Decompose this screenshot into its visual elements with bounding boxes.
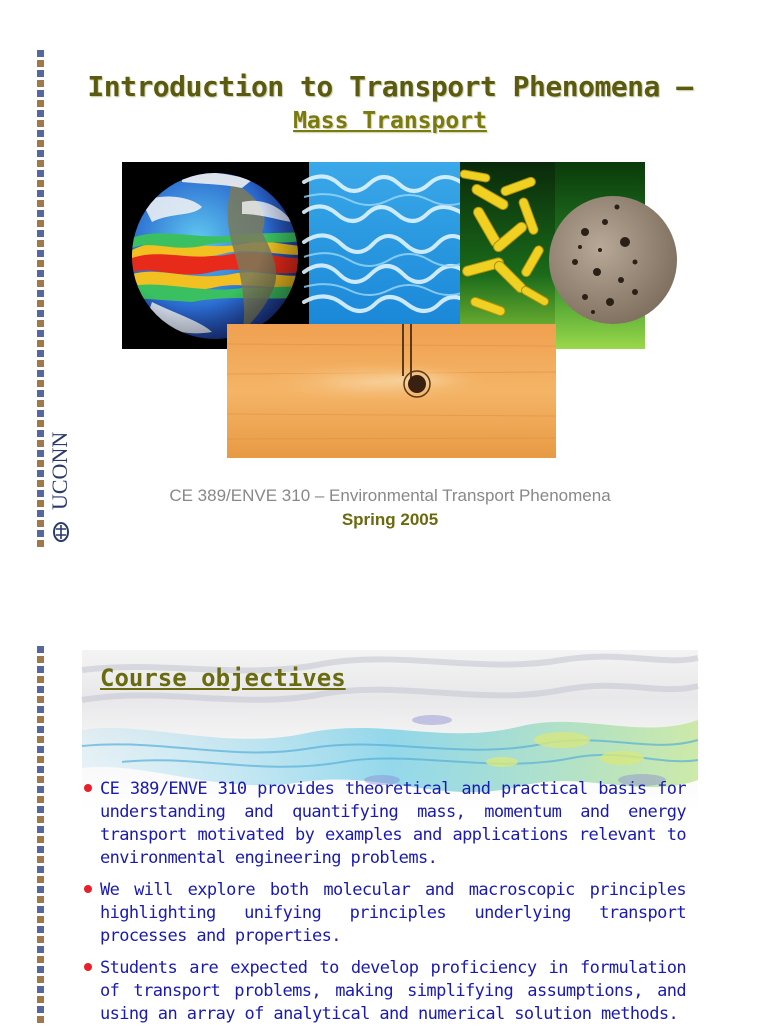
border-dot <box>37 50 44 57</box>
border-dot <box>37 410 44 417</box>
course-code-line: CE 389/ENVE 310 – Environmental Transport Phenomena <box>169 486 611 505</box>
decorative-dot-border <box>37 646 44 1026</box>
border-dot <box>37 540 44 547</box>
border-dot <box>37 686 44 693</box>
slide-title: Introduction to Transport Phenomena – <box>87 70 693 103</box>
border-dot <box>37 866 44 873</box>
border-dot <box>37 210 44 217</box>
list-item <box>82 778 686 870</box>
border-dot <box>37 250 44 257</box>
border-dot <box>37 160 44 167</box>
border-dot <box>37 1016 44 1023</box>
border-dot <box>37 170 44 177</box>
border-dot <box>37 746 44 753</box>
border-dot <box>37 280 44 287</box>
border-dot <box>37 896 44 903</box>
border-dot <box>37 340 44 347</box>
border-dot <box>37 180 44 187</box>
border-dot <box>37 320 44 327</box>
border-dot <box>37 816 44 823</box>
border-dot <box>37 360 44 367</box>
border-dot <box>37 846 44 853</box>
objectives-slide <box>0 628 768 1024</box>
border-dot <box>37 826 44 833</box>
border-dot <box>37 190 44 197</box>
border-dot <box>37 260 44 267</box>
border-dot <box>37 666 44 673</box>
uconn-logo-text: UCONN <box>47 431 72 510</box>
bullet-text: Students are expected to develop proficiency in formulation of transport problems, making simplifying assumptions, and using an array of analytical and numerical solution methods. <box>100 958 686 1024</box>
border-dot <box>37 530 44 537</box>
border-dot <box>37 460 44 467</box>
border-dot <box>37 440 44 447</box>
border-dot <box>37 936 44 943</box>
border-dot <box>37 946 44 953</box>
border-dot <box>37 836 44 843</box>
border-dot <box>37 756 44 763</box>
porous-media-image <box>555 162 645 349</box>
border-dot <box>37 270 44 277</box>
slide-subtitle: Mass Transport <box>293 108 487 134</box>
border-dot <box>37 776 44 783</box>
border-dot <box>37 400 44 407</box>
border-dot <box>37 646 44 653</box>
earth-globe-image <box>122 162 309 349</box>
border-dot <box>37 926 44 933</box>
border-dot <box>37 886 44 893</box>
bullet-icon <box>84 885 92 893</box>
border-dot <box>37 150 44 157</box>
bacteria-image <box>460 162 555 349</box>
border-dot <box>37 786 44 793</box>
border-dot <box>37 240 44 247</box>
border-dot <box>37 290 44 297</box>
border-dot <box>37 706 44 713</box>
border-dot <box>37 986 44 993</box>
border-dot <box>37 856 44 863</box>
border-dot <box>37 300 44 307</box>
border-dot <box>37 906 44 913</box>
border-dot <box>37 766 44 773</box>
border-dot <box>37 656 44 663</box>
water-ripples-image <box>309 162 460 324</box>
border-dot <box>37 1006 44 1013</box>
border-dot <box>37 966 44 973</box>
border-dot <box>37 696 44 703</box>
border-dot <box>37 450 44 457</box>
bullet-text: CE 389/ENVE 310 provides theoretical and practical basis for understanding and quantifying mass, momentum and energy transport motivated by examples and applications relevant to environmental engineering problems. <box>100 779 686 868</box>
border-dot <box>37 60 44 67</box>
border-dot <box>37 420 44 427</box>
bullet-icon <box>84 963 92 971</box>
slide-heading: Course objectives <box>100 664 346 692</box>
border-dot <box>37 230 44 237</box>
border-dot <box>37 310 44 317</box>
border-dot <box>37 470 44 477</box>
border-dot <box>37 220 44 227</box>
border-dot <box>37 330 44 337</box>
border-dot <box>37 806 44 813</box>
objectives-list <box>82 778 686 1035</box>
border-dot <box>37 996 44 1003</box>
border-dot <box>37 726 44 733</box>
border-dot <box>37 876 44 883</box>
border-dot <box>37 370 44 377</box>
term-line: Spring 2005 <box>341 510 439 529</box>
border-dot <box>37 736 44 743</box>
bullet-text: We will explore both molecular and macroscopic principles highlighting unifying principles underlying transport processes and properties. <box>100 880 686 946</box>
border-dot <box>37 956 44 963</box>
border-dot <box>37 430 44 437</box>
border-dot <box>37 350 44 357</box>
border-dot <box>37 676 44 683</box>
border-dot <box>37 200 44 207</box>
border-dot <box>37 796 44 803</box>
border-dot <box>37 390 44 397</box>
list-item <box>82 957 686 1026</box>
border-dot <box>37 976 44 983</box>
bullet-icon <box>84 784 92 792</box>
list-item <box>82 879 686 948</box>
border-dot <box>37 380 44 387</box>
border-dot <box>37 916 44 923</box>
border-dot <box>37 140 44 147</box>
plume-image <box>227 324 556 458</box>
border-dot <box>37 716 44 723</box>
